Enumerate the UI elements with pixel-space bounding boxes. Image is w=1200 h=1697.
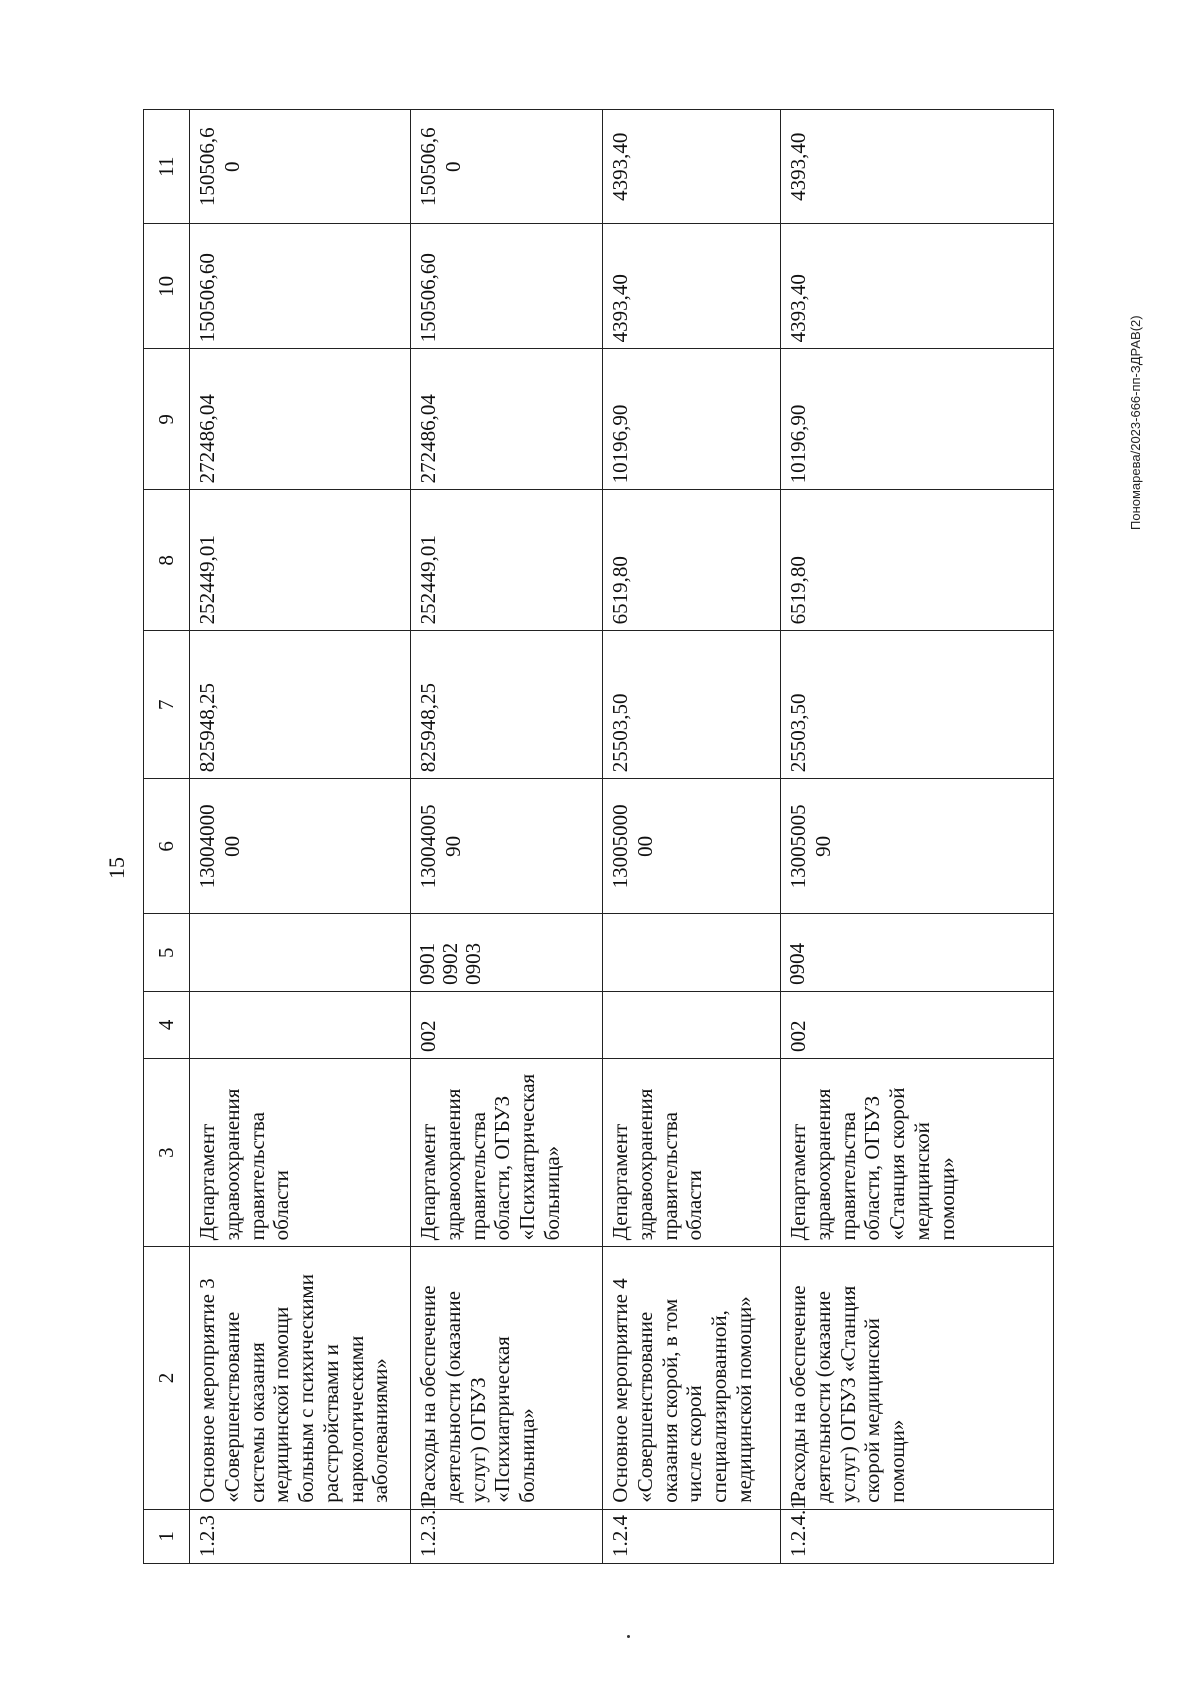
col-header-10: 10 <box>144 224 190 349</box>
executor-cell: Департамент здравоохранения правительства области <box>190 1058 411 1246</box>
value-line: 150506,6 <box>195 127 219 207</box>
value-line: 4393,40 <box>786 132 810 201</box>
section-code-line: 0904 <box>785 942 809 985</box>
grbs-cell: 002 <box>781 991 1054 1058</box>
value-cell-8: 6519,80 <box>781 490 1054 631</box>
value-cell-7: 25503,50 <box>603 631 781 779</box>
value-line: 4393,40 <box>608 132 632 201</box>
value-cell-7: 825948,25 <box>411 631 603 779</box>
value-cell-8: 252449,01 <box>190 490 411 631</box>
col-header-7: 7 <box>144 631 190 779</box>
scan-dot <box>627 1635 630 1638</box>
value-cell-9: 10196,90 <box>603 349 781 490</box>
table-header-row <box>144 110 190 1564</box>
target-article-cell <box>190 779 411 914</box>
table-row <box>411 110 603 1564</box>
measure-name-cell: Расходы на обеспечение деятельности (оказание услуг) ОГБУЗ «Станция скорой медицинской помощи» <box>781 1247 1054 1509</box>
executor-cell: Департамент здравоохранения правительства области <box>603 1058 781 1246</box>
target-article-cell <box>781 779 1054 914</box>
measure-name-cell: Расходы на обеспечение деятельности (оказание услуг) ОГБУЗ «Психиатрическая больница» <box>411 1247 603 1509</box>
value-cell-8: 252449,01 <box>411 490 603 631</box>
value-cell-9: 272486,04 <box>190 349 411 490</box>
row-number-cell: 1.2.3 <box>190 1509 411 1563</box>
value-cell-11 <box>781 110 1054 225</box>
col-header-2: 2 <box>144 1247 190 1509</box>
value-cell-10: 150506,60 <box>411 224 603 349</box>
value-cell-7: 25503,50 <box>781 631 1054 779</box>
col-header-5: 5 <box>144 914 190 991</box>
col-header-8: 8 <box>144 490 190 631</box>
col-header-9: 9 <box>144 349 190 490</box>
page-number: 15 <box>104 857 129 879</box>
value-line: 150506,6 <box>416 127 440 207</box>
grbs-cell <box>190 991 411 1058</box>
value-cell-8: 6519,80 <box>603 490 781 631</box>
value-cell-11 <box>411 110 603 225</box>
target-article-line: 90 <box>810 835 835 857</box>
value-cell-7: 825948,25 <box>190 631 411 779</box>
section-code-cell <box>603 914 781 991</box>
section-code-cell <box>190 914 411 991</box>
col-header-3: 3 <box>144 1058 190 1246</box>
target-article-line: 13004000 <box>195 804 219 889</box>
section-code-line: 0901 <box>415 942 439 985</box>
value-cell-10: 4393,40 <box>781 224 1054 349</box>
section-code-cell <box>781 914 1054 991</box>
table-row <box>190 110 411 1564</box>
target-article-line: 13004005 <box>416 804 440 889</box>
table-row <box>603 110 781 1564</box>
col-header-1: 1 <box>144 1509 190 1563</box>
value-line: 0 <box>219 161 244 172</box>
row-number-cell: 1.2.4 <box>603 1509 781 1563</box>
target-article-line: 00 <box>219 835 244 857</box>
executor-cell: Департамент здравоохранения правительства области, ОГБУЗ «Станция скорой медицинской помощи» <box>781 1058 1054 1246</box>
target-article-cell <box>411 779 603 914</box>
section-code-line: 0902 <box>438 942 463 985</box>
target-article-line: 90 <box>440 835 465 857</box>
target-article-cell <box>603 779 781 914</box>
table-row <box>781 110 1054 1564</box>
budget-table <box>143 109 1054 1564</box>
value-cell-9: 10196,90 <box>781 349 1054 490</box>
value-cell-9: 272486,04 <box>411 349 603 490</box>
value-cell-10: 4393,40 <box>603 224 781 349</box>
target-article-line: 00 <box>632 835 657 857</box>
value-line: 0 <box>440 161 465 172</box>
value-cell-11 <box>603 110 781 225</box>
col-header-6: 6 <box>144 779 190 914</box>
col-header-11: 11 <box>144 110 190 225</box>
measure-name-cell: Основное мероприятие 3 «Совершенствование системы оказания медицинской помощи больным с психическими расстройствами и наркологическими заболеваниями» <box>190 1247 411 1509</box>
target-article-line: 13005000 <box>608 804 632 889</box>
target-article-line: 13005005 <box>786 804 810 889</box>
document-reference-note: Пономарева/2023-666-пп-ЗДРАВ(2) <box>1128 315 1143 530</box>
col-header-4: 4 <box>144 991 190 1058</box>
budget-table-rotated <box>143 109 1053 1564</box>
row-number-cell: 1.2.4.1 <box>781 1509 1054 1563</box>
grbs-cell: 002 <box>411 991 603 1058</box>
section-code-line: 0903 <box>461 942 486 985</box>
grbs-cell <box>603 991 781 1058</box>
section-code-cell <box>411 914 603 991</box>
value-cell-11 <box>190 110 411 225</box>
row-number-cell: 1.2.3.1 <box>411 1509 603 1563</box>
measure-name-cell: Основное мероприятие 4 «Совершенствование оказания скорой, в том числе скорой специализированной, медицинской помощи» <box>603 1247 781 1509</box>
executor-cell: Департамент здравоохранения правительства области, ОГБУЗ «Психиатрическая больница» <box>411 1058 603 1246</box>
value-cell-10: 150506,60 <box>190 224 411 349</box>
